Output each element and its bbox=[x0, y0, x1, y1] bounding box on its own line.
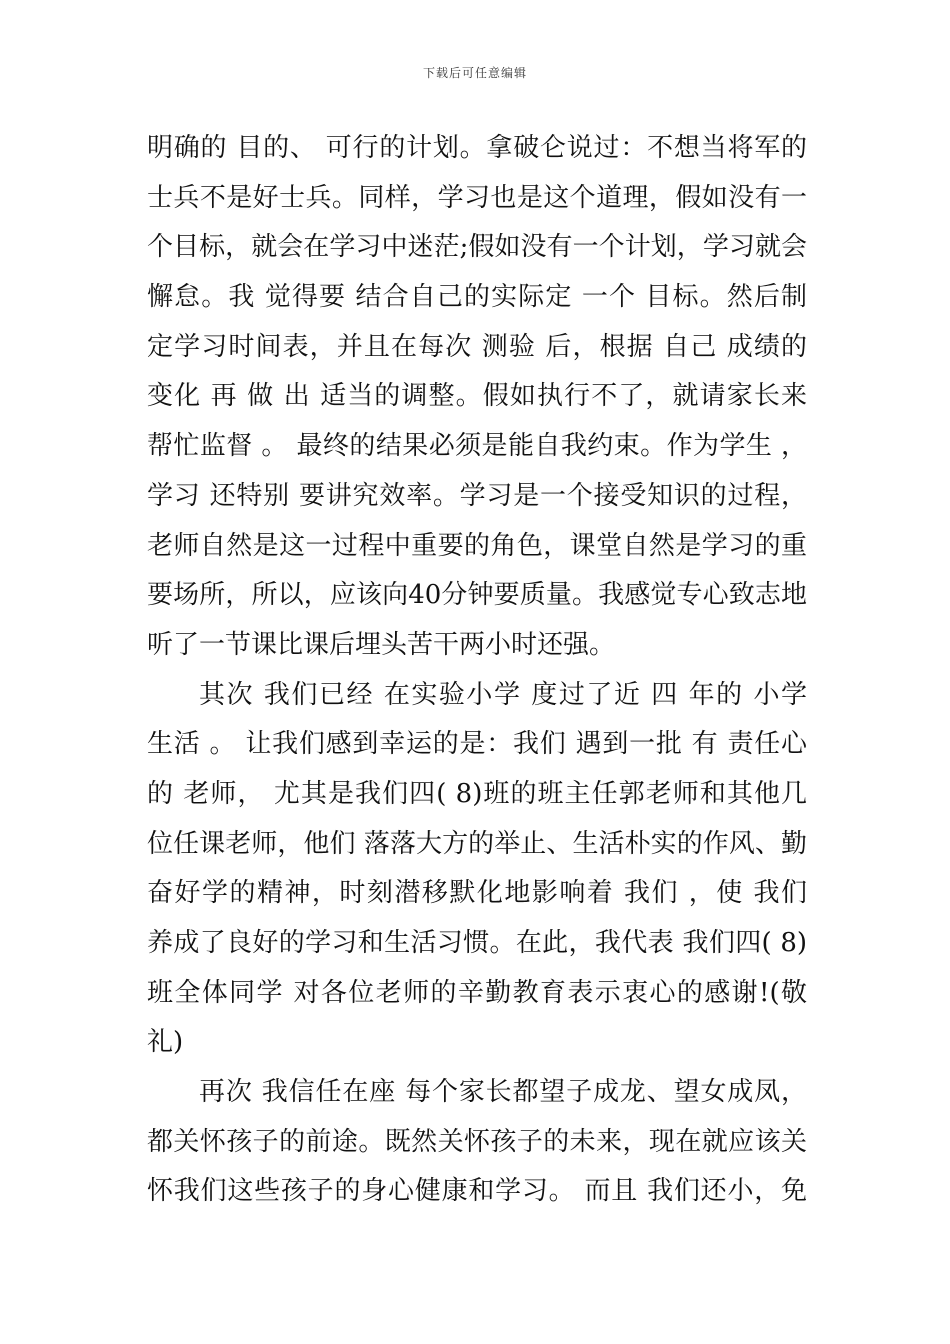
text-line: 班全体同学 对各位老师的辛勤教育表示衷心的感谢!(敬 bbox=[147, 977, 807, 1008]
text-line: 学习 还特别 要讲究效率。学习是一个接受知识的过程， bbox=[147, 480, 807, 511]
text-line: 生活 。 让我们感到幸运的是：我们 遇到一批 有 责任心 bbox=[147, 729, 807, 760]
text-line: 士兵不是好士兵。同样，学习也是这个道理，假如没有一 bbox=[147, 182, 807, 213]
text-line: 老师自然是这一过程中重要的角色，课堂自然是学习的重 bbox=[147, 530, 807, 561]
text-line: 懈怠。我 觉得要 结合自己的实际定 一个 目标。然后制 bbox=[147, 282, 807, 313]
text-line: 位任课老师，他们 落落大方的举止、生活朴实的作风、勤 bbox=[147, 828, 807, 859]
text-line: 养成了良好的学习和生活习惯。在此，我代表 我们四( 8) bbox=[147, 928, 807, 958]
body-text bbox=[147, 124, 807, 1217]
text-line: 其次 我们已经 在实验小学 度过了近 四 年的 小学 bbox=[199, 679, 807, 710]
text-line: 再次 我信任在座 每个家长都望子成龙、望女成凤， bbox=[199, 1077, 807, 1108]
text-line: 变化 再 做 出 适当的调整。假如执行不了，就请家长来 bbox=[147, 381, 807, 412]
text-line: 个目标，就会在学习中迷茫;假如没有一个计划，学习就会 bbox=[147, 232, 807, 263]
page-header: 下载后可任意编辑 bbox=[422, 66, 527, 80]
text-line: 的 老师， 尤其是我们四( 8)班的班主任郭老师和其他几 bbox=[147, 778, 807, 809]
text-line: 明确的 目的、 可行的计划。拿破仑说过：不想当将军的 bbox=[147, 133, 807, 163]
text-line: 定学习时间表，并且在每次 测验 后，根据 自己 成绩的 bbox=[147, 331, 807, 362]
text-line: 怀我们这些孩子的身心健康和学习。 而且 我们还小，免 bbox=[147, 1176, 807, 1207]
text-line: 礼) bbox=[147, 1027, 184, 1058]
text-line: 奋好学的精神，时刻潜移默化地影响着 我们 ，使 我们 bbox=[147, 878, 807, 909]
text-line: 帮忙监督 。 最终的结果必须是能自我约束。作为学生 ， bbox=[147, 431, 807, 462]
text-line: 都关怀孩子的前途。既然关怀孩子的未来，现在就应该关 bbox=[147, 1126, 807, 1157]
text-line: 听了一节课比课后埋头苦干两小时还强。 bbox=[147, 629, 616, 660]
text-line: 要场所，所以，应该向40分钟要质量。我感觉专心致志地 bbox=[147, 580, 807, 611]
